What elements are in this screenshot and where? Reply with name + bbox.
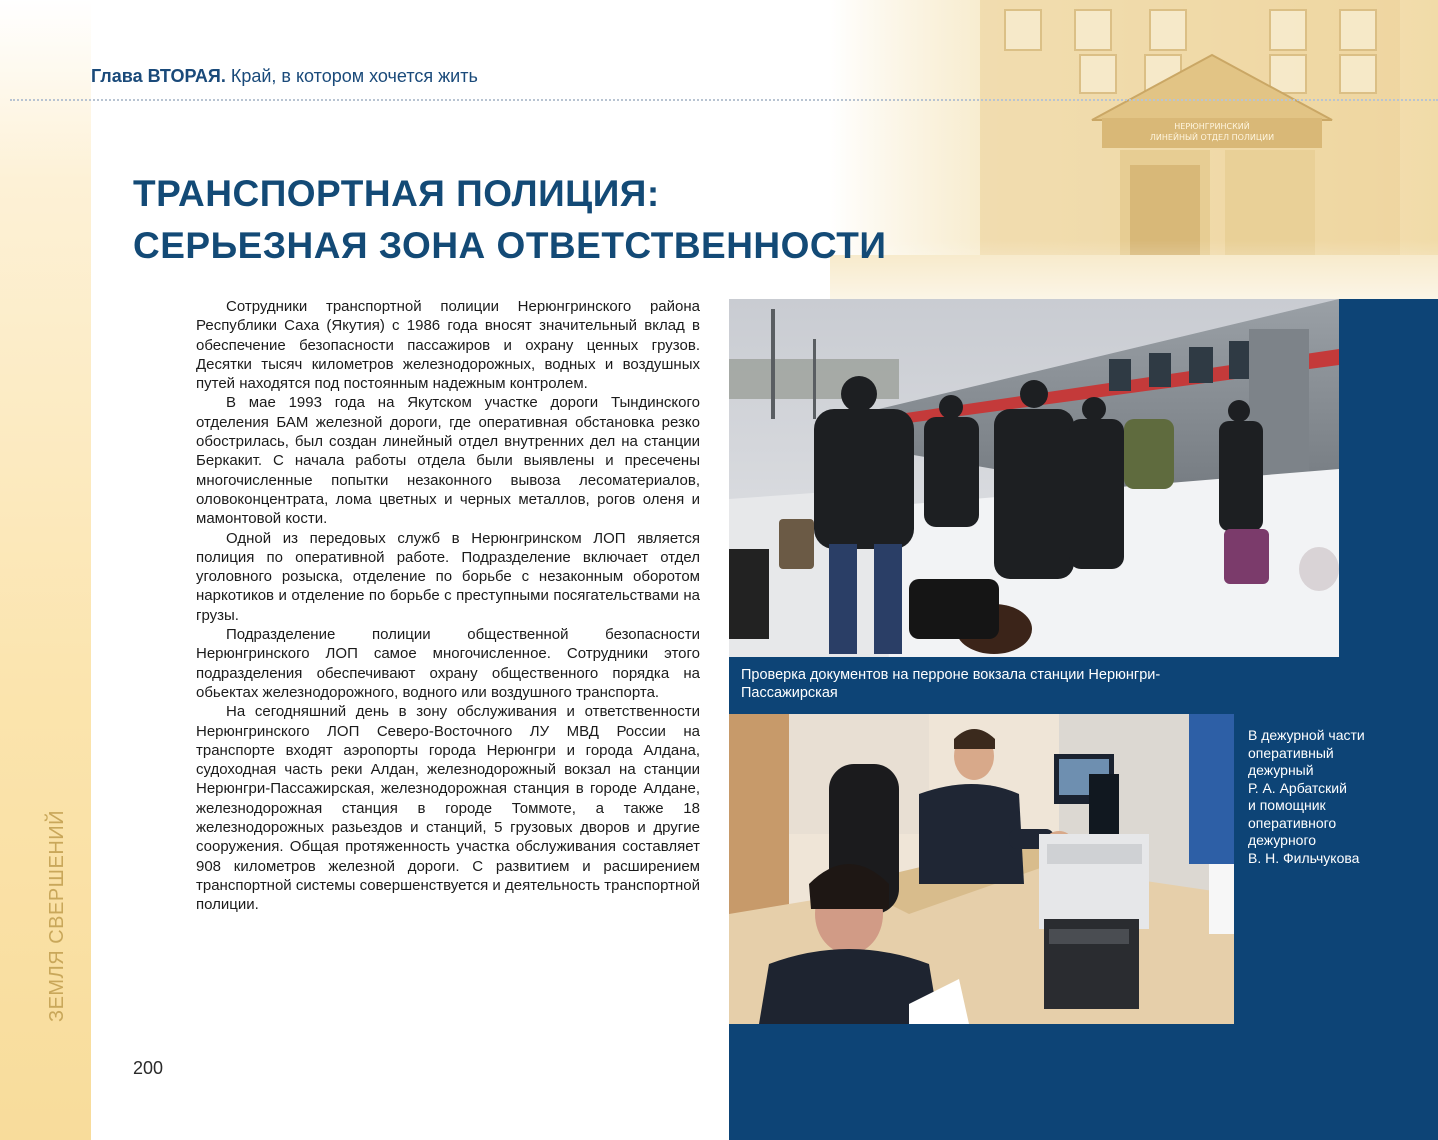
side-title: ЗЕМЛЯ СВЕРШЕНИЙ [46, 809, 68, 1022]
photo2-caption-line: оперативного [1248, 814, 1337, 831]
chapter-label: Глава ВТОРАЯ. [91, 66, 226, 86]
page-title-line1: ТРАНСПОРТНАЯ ПОЛИЦИЯ: [133, 173, 660, 214]
paragraph: Сотрудники транспортной полиции Нерюнгринского района Республики Саха (Якутия) с 1986 года вносят значительный вклад в обеспечение безопасности пассажиров и охрану ценных грузов. Десятки тысяч километров железнодорожных, водных и воздушных путей находятся под постоянным надежным контролем. [196, 298, 700, 393]
article-body [196, 297, 700, 915]
photo2-caption [1248, 727, 1433, 867]
paragraph: На сегодняшний день в зону обслуживания и ответственности Нерюнгринского ЛОП Северо-Восточного ЛУ МВД России на транспорте входят аэропорты города Нерюнгри и города Алдана, судоходная часть реки Алдан, железнодорожный вокзал на станции Нерюнгри-Пассажирская, железнодорожная станция в городе Алдане, железнодорожная станция в городе Томмоте, а также 18 железнодорожных разьездов и станций, 5 грузовых дворов и другие сооружения. Общая протяженность участка обслуживания составляет 908 километров железной дороги. С развитием и расширением транспортной системы совершенствуется и деятельность транспортной полиции. [196, 703, 700, 914]
header-divider [10, 99, 1438, 101]
photo1-caption: Проверка документов на перроне вокзала станции Нерюнгри-Пассажирская [741, 667, 1161, 701]
page-title [133, 168, 886, 272]
chapter-header [91, 66, 478, 87]
photo2-caption-line: Р. А. Арбатский [1248, 779, 1347, 796]
duty-room-photo [729, 714, 1234, 1024]
photo2-caption-line: дежурный [1248, 762, 1314, 778]
photo2-caption-line: оперативный [1248, 744, 1334, 761]
photo2-caption-line: В. Н. Фильчукова [1248, 849, 1360, 866]
photo2-caption-line: дежурного [1248, 832, 1317, 848]
photo2-caption-line: В дежурной части [1248, 727, 1365, 743]
paragraph: Подразделение полиции общественной безопасности Нерюнгринского ЛОП самое многочисленное. Сотрудники этого подразделения обеспечивают охрану общественного порядка на обьектах железнодорожного, водного или воздушного транспорта. [196, 626, 700, 701]
page-title-line2: СЕРЬЕЗНАЯ ЗОНА ОТВЕТСТВЕННОСТИ [133, 225, 887, 266]
paragraph: Одной из передовых служб в Нерюнгринском ЛОП является полиция по оперативной работе. Подразделение включает отдел уголовного розыска, отделение по борьбе с незаконным оборотом наркотиков и отделение по борьбе с преступными посягательствами на грузы. [196, 529, 700, 624]
paragraph: В мае 1993 года на Якутском участке дороги Тындинского отделения БАМ железной дороги, где оперативная обстановка резко обострилась, был создан линейный отдел внутренних дел на станции Беркакит. С начала работы отдела были выявлены и пресечены многочисленные попытки незаконного вывоза лесоматериалов, оловоконцентрата, лома цветных и черных металлов, рогов оленя и мамонтовой кости. [196, 394, 700, 528]
chapter-subtitle: Край, в котором хочется жить [230, 66, 478, 86]
platform-photo [729, 299, 1339, 657]
background-building-illustration [830, 0, 1438, 300]
photo2-caption-line: и помощник [1248, 797, 1326, 813]
page-number: 200 [133, 1058, 164, 1078]
